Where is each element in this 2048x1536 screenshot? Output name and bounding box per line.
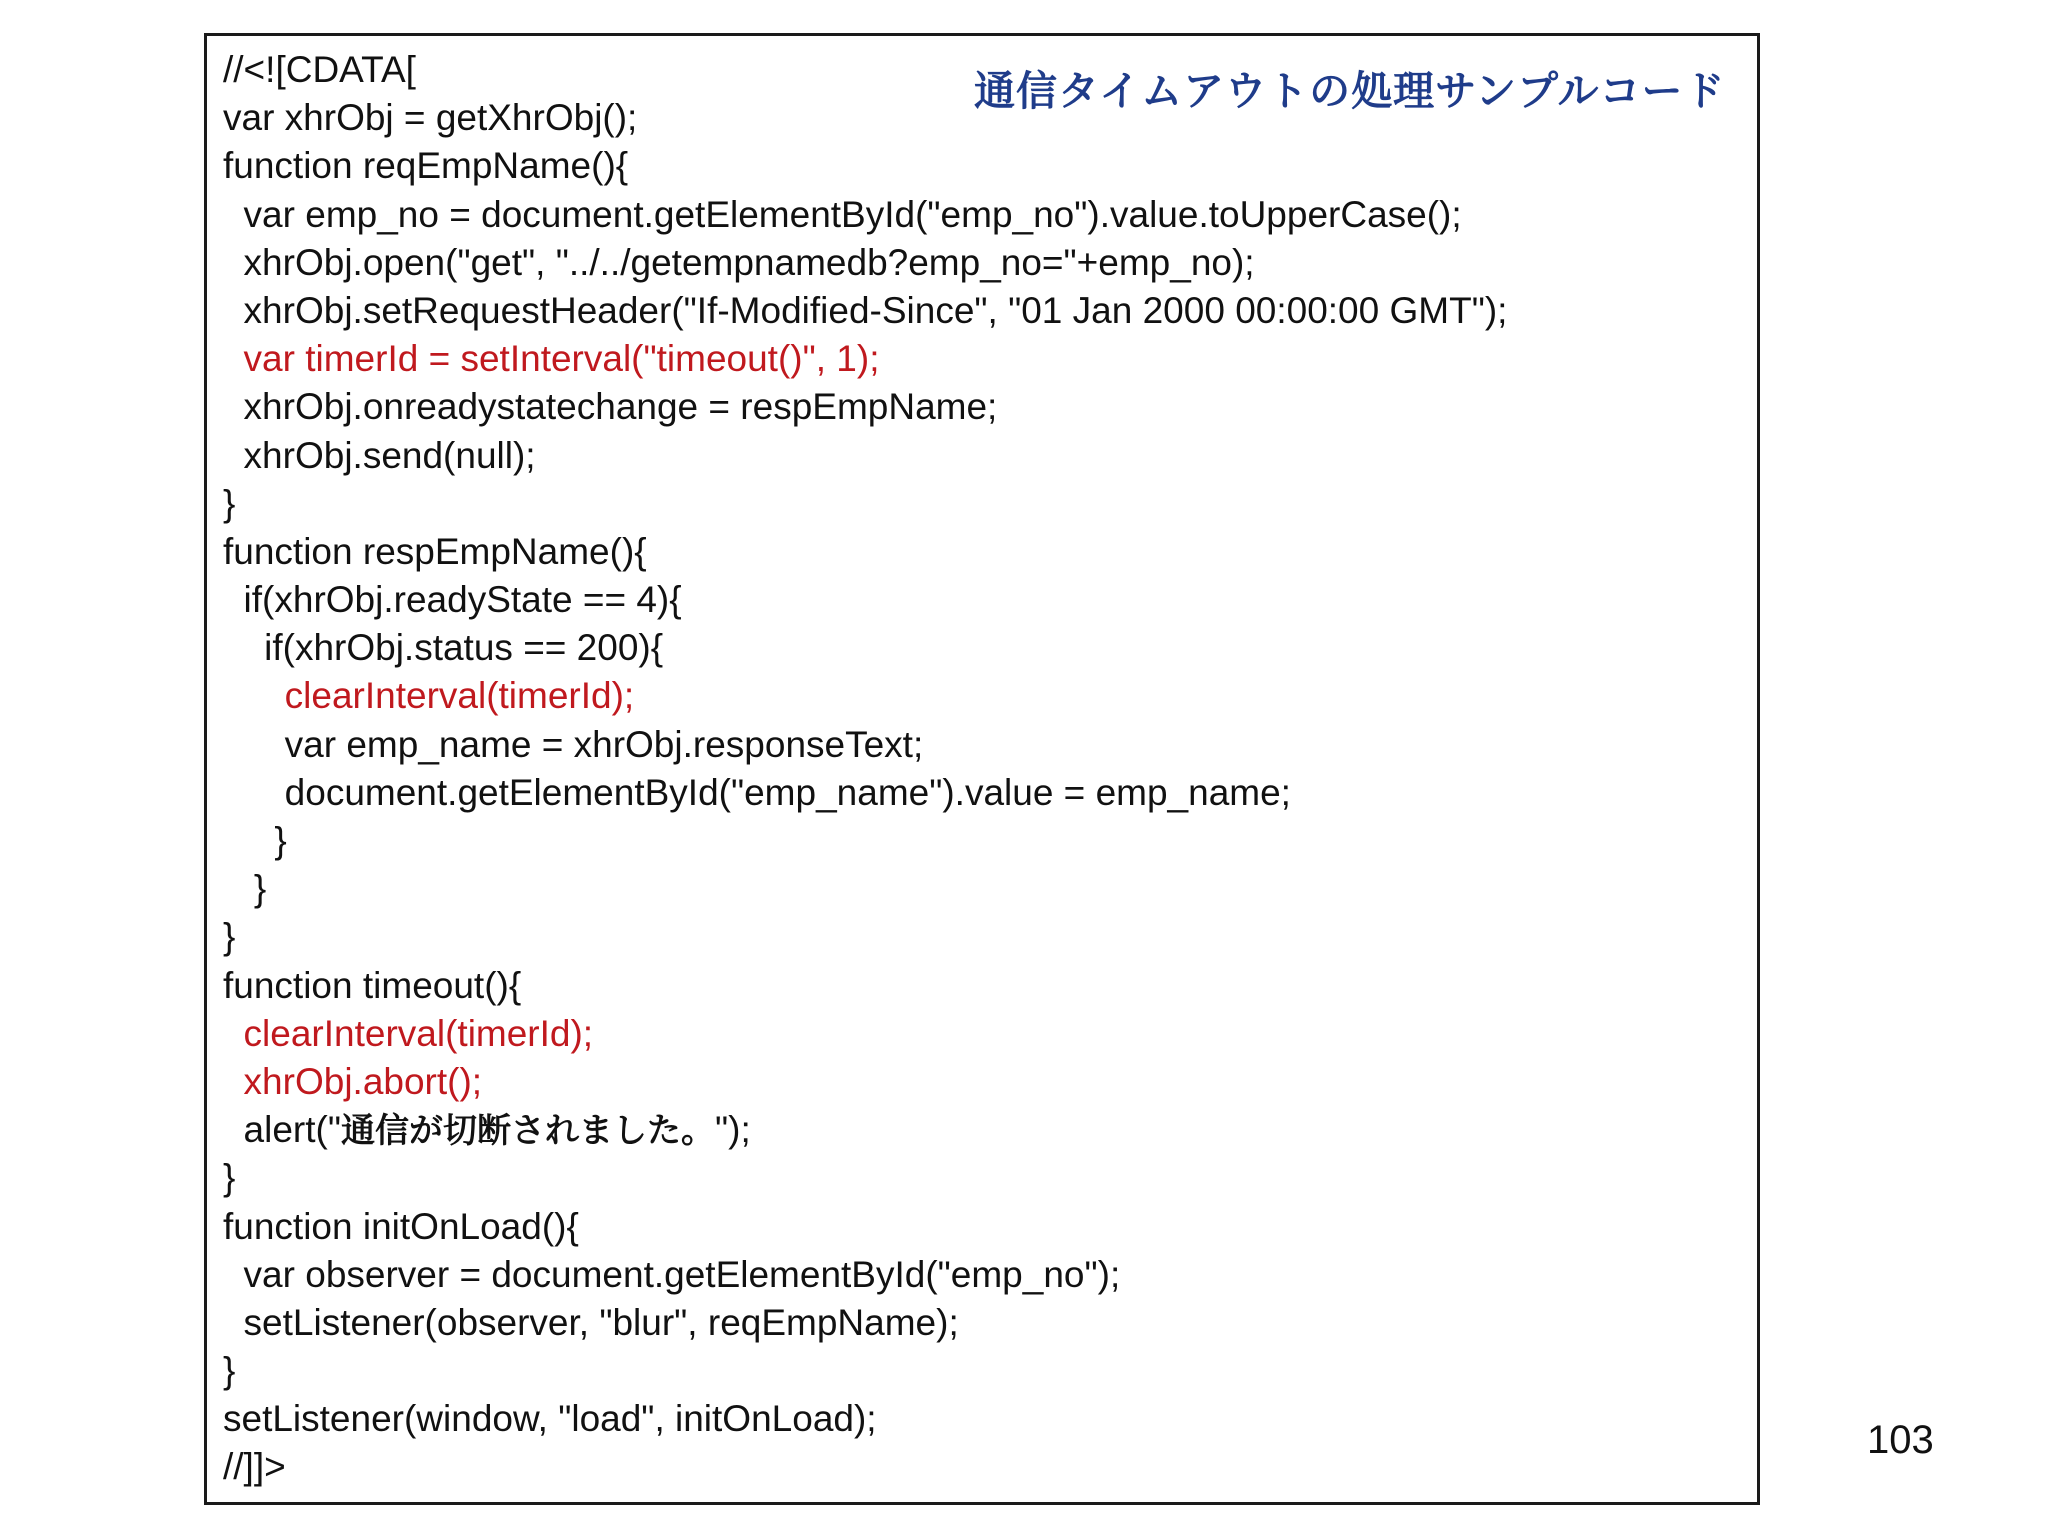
code-line-xhr-send: xhrObj.send(null);	[223, 434, 536, 476]
code-line-clear-interval-highlight: clearInterval(timerId);	[223, 675, 635, 717]
code-line-close-brace: }	[223, 482, 236, 524]
code-line-close-brace: }	[223, 1157, 236, 1199]
code-line-set-request-header: xhrObj.setRequestHeader("If-Modified-Since", "01 Jan 2000 00:00:00 GMT");	[223, 289, 1508, 331]
code-line-xhrobj-declaration: var xhrObj = getXhrObj();	[223, 97, 638, 139]
code-line-observer: var observer = document.getElementById("emp_no");	[223, 1253, 1121, 1295]
code-line-readystate-check: if(xhrObj.readyState == 4){	[223, 579, 682, 621]
code-line-set-interval-highlight: var timerId = setInterval("timeout()", 1);	[223, 338, 880, 380]
code-line-close-brace: }	[223, 868, 267, 910]
alert-prefix: alert("	[223, 1109, 341, 1151]
alert-suffix: ");	[715, 1109, 751, 1151]
code-listing	[223, 46, 1507, 1492]
code-line-set-emp-name: document.getElementById("emp_name").value = emp_name;	[223, 771, 1291, 813]
alert-message: 通信が切断されました。	[341, 1111, 715, 1152]
code-line-set-listener-load: setListener(window, "load", initOnLoad);	[223, 1398, 877, 1440]
code-line-close-brace: }	[223, 1350, 236, 1392]
code-line-status-check: if(xhrObj.status == 200){	[223, 627, 664, 669]
code-line-initonload-function: function initOnLoad(){	[223, 1205, 579, 1247]
slide-title: 通信タイムアウトの処理サンプルコード	[974, 67, 1726, 115]
code-line-close-brace: }	[223, 820, 287, 861]
code-line-respempname-function: function respEmpName(){	[223, 530, 647, 572]
code-line-onreadystatechange: xhrObj.onreadystatechange = respEmpName;	[223, 386, 998, 428]
code-line-close-brace: }	[223, 916, 236, 958]
code-line-emp-no: var emp_no = document.getElementById("emp_no").value.toUpperCase();	[223, 193, 1462, 235]
code-line-alert	[223, 1106, 1507, 1154]
code-line-cdata-close: //]]>	[223, 1446, 286, 1488]
code-line-set-listener-blur: setListener(observer, "blur", reqEmpName);	[223, 1301, 959, 1343]
code-line-timeout-function: function timeout(){	[223, 964, 522, 1006]
code-line-cdata-open: //<![CDATA[	[223, 49, 416, 90]
page-number: 103	[1867, 1418, 1934, 1462]
code-line-clear-interval-highlight: clearInterval(timerId);	[223, 1012, 594, 1054]
code-line-xhr-open: xhrObj.open("get", "../../getempnamedb?emp_no="+emp_no);	[223, 241, 1255, 283]
code-line-reqempname-function: function reqEmpName(){	[223, 145, 629, 187]
code-line-response-text: var emp_name = xhrObj.responseText;	[223, 723, 924, 765]
code-line-xhr-abort-highlight: xhrObj.abort();	[223, 1060, 483, 1102]
